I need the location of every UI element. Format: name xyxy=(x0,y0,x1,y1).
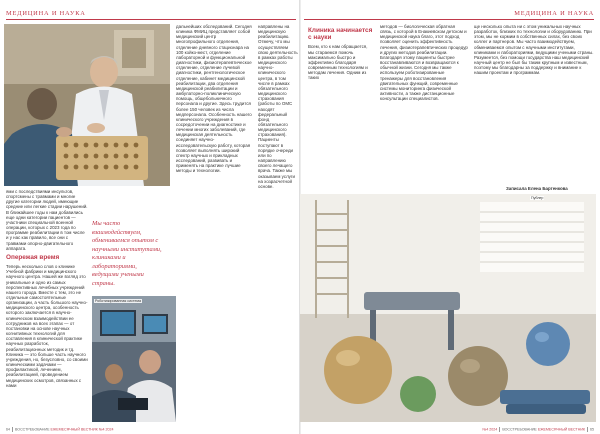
left-col2-text: дальнейших обследований. Сегодня клиника ФМИЦ представляет собой медицинский центр многопрофильного отделения, отделение дневного стационара на 100 койко-мест, отделение лабораторной и функциональной диагностики, физиотерапевтическое отделение, отделение лучевой диагностики, рентгенологическое отделение, кабинет медицинской реабилитации, два отделения медицинской реабилитации и амбулаторно-поликлиническую помощь, общебольничного персонала и другие. Здесь трудится более 150 человек из числа медперсонала. Особенность нашего клинического учреждения в сосредоточении на диагностике и лечении многих заболеваний, где медицинская деятельность соединяет научно-исследовательскую работу, которая позволяет выполнять широкий спектр научных и прикладных исследований, развивать и применять на практике лучшие методы и технологии. xyxy=(176,24,252,174)
left-column-3 xyxy=(258,24,298,189)
subhead-clinic-starts: Клиника начинается с науки xyxy=(308,27,373,42)
left-col1-text-top: ями с последствиями инсультов, спортсмены с травмами и многие другие категории людей, имеющие средние или легкие стадии нарушений. В ближайшее годы к нам добавились еще одни категории пациентов — участники специальной военной операции, которых с 2023 года по программе реабилитации в том числе и у нас как правило, все они с травмами опорно-двигательного аппарата. xyxy=(6,189,88,251)
issue-name-right: ЕЖЕМЕСЯЧНЫЙ ВЕСТНИК xyxy=(537,427,585,432)
author-credit: Записала Елена Бартенкова xyxy=(506,186,568,191)
mid-col2-text: методов — биологическая обратная связь, с которой в Енакиевском детском и медицинской наука благо, этот подход позволяет оценить эффективность лечения, физиотерапевтических процедур и других методов реабилитации. Благодаря этому пациенты быстрее восстанавливаются и возвращаются к обычной жизни. Сегодня мы также используем роботизированные тренажеры для восстановления двигательных функций, современные системы мониторинга физической активности, а также дистанционные консультации специалистов. xyxy=(380,24,468,102)
photo-doctor-patient-art xyxy=(4,24,170,186)
right-column-1 xyxy=(308,24,374,184)
issue-name-left: ЕЖЕМЕСЯЧНЫЙ ВЕСТНИК xyxy=(50,427,98,432)
right-column-2 xyxy=(380,24,468,184)
right-column-3 xyxy=(474,24,594,186)
caption-robotic-system: Роботизированная система xyxy=(95,299,141,303)
issue-number-right: №4 2024 xyxy=(482,427,498,432)
mid-col1-text-top: направлены на медицинскую реабилитацию. Отмечу, что мы осуществляем свою деятельность в рамках работы медицинского научно-клинического центра, в том числе в рамках обязательного медицинского страхования (работы по ОМС находят федеральный фонд обязательного медицинского страхования). Пациенты поступают в порядке очереди или по направлению своего лечащего врача. Также мы оказываем услуги на хозрасчетной основе. xyxy=(258,24,298,189)
issue-number-left: №4 2024 xyxy=(98,427,114,432)
rubric-rule-right xyxy=(304,19,594,20)
photo-doctor-patient xyxy=(4,24,170,186)
right-page xyxy=(300,0,600,434)
rubric-left: МЕДИЦИНА И НАУКА xyxy=(6,10,86,17)
subhead-ahead-of-time: Опережая время xyxy=(6,253,60,261)
left-column-2 xyxy=(176,24,254,284)
page-number-left: 64 xyxy=(6,427,10,432)
photo-rehab-room-art xyxy=(300,194,596,422)
left-col1-text-bottom: Теперь несколько слов о клинике Учебной фабрики и медицинского научного центра. Нашей же взгляд это уникальные и одно из самых перспективных лечебных учреждений нашего города. Вместе с тем, это не отдельные самостоятельные организации, а часть большого научно-медицинского центра, особенность которого заключается в научно-клиническом взаимодействии ее сотрудников на всех этапах — от постановки на основе научных когнитивных технологий для составления в клинической практике научных разработок, реабилитационных методик и тд. Клиника — это больше часть научного учреждения, но, безусловно, со своими клиническими задачами — профилактикой, лечением, реабилитацией, проведением медицинских осмотров, связанных с нами xyxy=(6,264,88,388)
mid-col1-text-bottom: Всем, кто к нам обращается, мы стараемся помочь максимально быстро и эффективно благодаря современным технологиям и методам лечения. Одним из таких xyxy=(308,44,368,81)
page-number-right: 65 xyxy=(590,427,594,432)
footer-separator xyxy=(499,427,500,432)
footer-left xyxy=(6,427,114,432)
footer-right xyxy=(482,427,594,432)
magazine-name-left: ВОССТРЕБОВАНИЕ xyxy=(15,427,50,432)
pull-quote: Мы часто взаимодействуем, обмениваемся опытом с научными институтами, клиниками и лабораториями, ведущими учеными страны. xyxy=(92,220,162,287)
photo-rehab-room xyxy=(300,194,596,422)
magazine-name-right: ВОССТРЕБОВАНИЕ xyxy=(502,427,537,432)
left-column-1 xyxy=(6,189,88,421)
footer-separator xyxy=(587,427,588,432)
right-col1-text: ще несколько опыта ни с этом уникальных научных разработок, близких по технологии и оборудованию. При этом, мы не кормим в собственных силах, без своих коллег и партнеров. Мы часто взаимодействуем, обмениваемся опытом с научными институтами, клиниками и лабораториями, ведущими учеными страны. Разумеется, без помощи государства наш медицинский научный центр не был бы таким крупным и известным, поэтому мы благодарны за поддержку и внимание к нашим проектам и программам. xyxy=(474,24,594,76)
photo-robotic-system xyxy=(92,296,176,422)
rubric-rule-left xyxy=(6,19,296,20)
photo-robotic-system-art xyxy=(92,296,176,422)
footer-separator xyxy=(12,427,13,432)
caption-rehab-room: Публер xyxy=(531,196,544,200)
rubric-right: МЕДИЦИНА И НАУКА xyxy=(514,10,594,17)
